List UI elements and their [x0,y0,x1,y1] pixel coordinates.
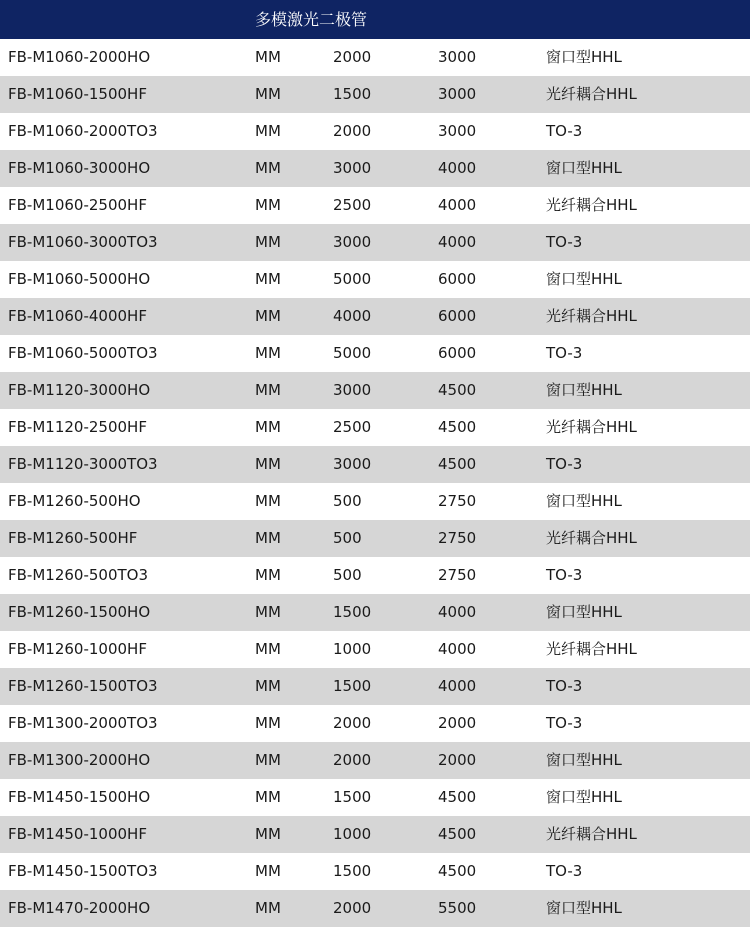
mode-cell: MM [255,714,281,732]
peak-power-cell: 4500 [438,862,477,880]
model-cell: FB-M1060-1500HF [8,85,147,103]
table-row [0,853,750,890]
package-cell: TO-3 [546,344,583,362]
model-cell: FB-M1060-4000HF [8,307,147,325]
peak-power-cell: 4500 [438,418,477,436]
package-cell: 窗口型HHL [546,899,622,917]
table-row [0,76,750,113]
package-cell: TO-3 [546,122,583,140]
peak-power-cell: 6000 [438,307,477,325]
table-row [0,816,750,853]
mode-cell: MM [255,788,281,806]
model-cell: FB-M1060-5000TO3 [8,344,158,362]
power-cell: 5000 [333,270,372,288]
peak-power-cell: 3000 [438,85,477,103]
model-cell: FB-M1450-1500TO3 [8,862,158,880]
peak-power-cell: 3000 [438,48,477,66]
table-row [0,705,750,742]
table-row [0,742,750,779]
peak-power-cell: 4500 [438,455,477,473]
model-cell: FB-M1060-3000HO [8,159,151,177]
mode-cell: MM [255,122,281,140]
package-cell: 窗口型HHL [546,48,622,66]
package-cell: TO-3 [546,677,583,695]
package-cell: 窗口型HHL [546,381,622,399]
package-cell: 光纤耦合HHL [546,307,637,325]
peak-power-cell: 4000 [438,159,477,177]
power-cell: 1500 [333,788,372,806]
mode-cell: MM [255,48,281,66]
table-row [0,557,750,594]
mode-cell: MM [255,381,281,399]
table-row [0,520,750,557]
power-cell: 3000 [333,159,372,177]
mode-cell: MM [255,307,281,325]
model-cell: FB-M1060-3000TO3 [8,233,158,251]
mode-cell: MM [255,233,281,251]
mode-cell: MM [255,455,281,473]
table-row [0,187,750,224]
package-cell: 窗口型HHL [546,492,622,510]
power-cell: 2000 [333,122,372,140]
package-cell: TO-3 [546,455,583,473]
power-cell: 3000 [333,233,372,251]
table-row [0,779,750,816]
model-cell: FB-M1120-2500HF [8,418,147,436]
mode-cell: MM [255,159,281,177]
table-row [0,150,750,187]
table-row [0,631,750,668]
peak-power-cell: 4000 [438,196,477,214]
table-body [0,39,750,927]
peak-power-cell: 4000 [438,640,477,658]
mode-cell: MM [255,899,281,917]
model-cell: FB-M1260-500HF [8,529,138,547]
table-header [0,0,750,39]
power-cell: 2500 [333,418,372,436]
mode-cell: MM [255,270,281,288]
power-cell: 500 [333,566,362,584]
table-row [0,890,750,927]
power-cell: 4000 [333,307,372,325]
model-cell: FB-M1300-2000TO3 [8,714,158,732]
peak-power-cell: 4500 [438,788,477,806]
table-row [0,668,750,705]
table-row [0,261,750,298]
package-cell: 窗口型HHL [546,788,622,806]
power-cell: 1500 [333,603,372,621]
peak-power-cell: 4000 [438,677,477,695]
peak-power-cell: 2750 [438,529,477,547]
mode-cell: MM [255,751,281,769]
model-cell: FB-M1260-1000HF [8,640,147,658]
power-cell: 1000 [333,640,372,658]
peak-power-cell: 4000 [438,233,477,251]
model-cell: FB-M1060-2000TO3 [8,122,158,140]
table-row [0,39,750,76]
mode-cell: MM [255,825,281,843]
model-cell: FB-M1060-2000HO [8,48,151,66]
peak-power-cell: 2000 [438,714,477,732]
peak-power-cell: 2750 [438,492,477,510]
model-cell: FB-M1260-500HO [8,492,141,510]
table-row [0,224,750,261]
table-row [0,483,750,520]
power-cell: 5000 [333,344,372,362]
power-cell: 1500 [333,677,372,695]
peak-power-cell: 5500 [438,899,477,917]
table-row [0,298,750,335]
model-cell: FB-M1060-2500HF [8,196,147,214]
mode-cell: MM [255,418,281,436]
table-row [0,335,750,372]
model-cell: FB-M1470-2000HO [8,899,151,917]
power-cell: 500 [333,529,362,547]
table-row [0,446,750,483]
power-cell: 500 [333,492,362,510]
package-cell: 光纤耦合HHL [546,640,637,658]
mode-cell: MM [255,862,281,880]
package-cell: TO-3 [546,714,583,732]
mode-cell: MM [255,566,281,584]
model-cell: FB-M1260-500TO3 [8,566,149,584]
model-cell: FB-M1060-5000HO [8,270,151,288]
table-title: 多模激光二极管 [255,10,368,29]
mode-cell: MM [255,492,281,510]
peak-power-cell: 2750 [438,566,477,584]
peak-power-cell: 3000 [438,122,477,140]
mode-cell: MM [255,603,281,621]
model-cell: FB-M1120-3000HO [8,381,151,399]
model-cell: FB-M1300-2000HO [8,751,151,769]
power-cell: 3000 [333,455,372,473]
package-cell: 窗口型HHL [546,270,622,288]
power-cell: 3000 [333,381,372,399]
power-cell: 1500 [333,85,372,103]
peak-power-cell: 6000 [438,344,477,362]
mode-cell: MM [255,529,281,547]
table-row [0,372,750,409]
power-cell: 2500 [333,196,372,214]
package-cell: 光纤耦合HHL [546,529,637,547]
table-row [0,409,750,446]
model-cell: FB-M1260-1500TO3 [8,677,158,695]
power-cell: 2000 [333,714,372,732]
peak-power-cell: 6000 [438,270,477,288]
peak-power-cell: 4500 [438,381,477,399]
power-cell: 2000 [333,899,372,917]
package-cell: TO-3 [546,862,583,880]
mode-cell: MM [255,196,281,214]
package-cell: TO-3 [546,233,583,251]
table-row [0,113,750,150]
package-cell: 光纤耦合HHL [546,85,637,103]
peak-power-cell: 4000 [438,603,477,621]
mode-cell: MM [255,677,281,695]
power-cell: 2000 [333,751,372,769]
package-cell: 光纤耦合HHL [546,418,637,436]
model-cell: FB-M1260-1500HO [8,603,151,621]
power-cell: 1500 [333,862,372,880]
model-cell: FB-M1120-3000TO3 [8,455,158,473]
mode-cell: MM [255,85,281,103]
model-cell: FB-M1450-1000HF [8,825,147,843]
package-cell: TO-3 [546,566,583,584]
package-cell: 光纤耦合HHL [546,196,637,214]
mode-cell: MM [255,344,281,362]
mode-cell: MM [255,640,281,658]
model-cell: FB-M1450-1500HO [8,788,151,806]
package-cell: 窗口型HHL [546,751,622,769]
peak-power-cell: 4500 [438,825,477,843]
peak-power-cell: 2000 [438,751,477,769]
table-row [0,594,750,631]
package-cell: 窗口型HHL [546,159,622,177]
package-cell: 光纤耦合HHL [546,825,637,843]
power-cell: 1000 [333,825,372,843]
package-cell: 窗口型HHL [546,603,622,621]
power-cell: 2000 [333,48,372,66]
